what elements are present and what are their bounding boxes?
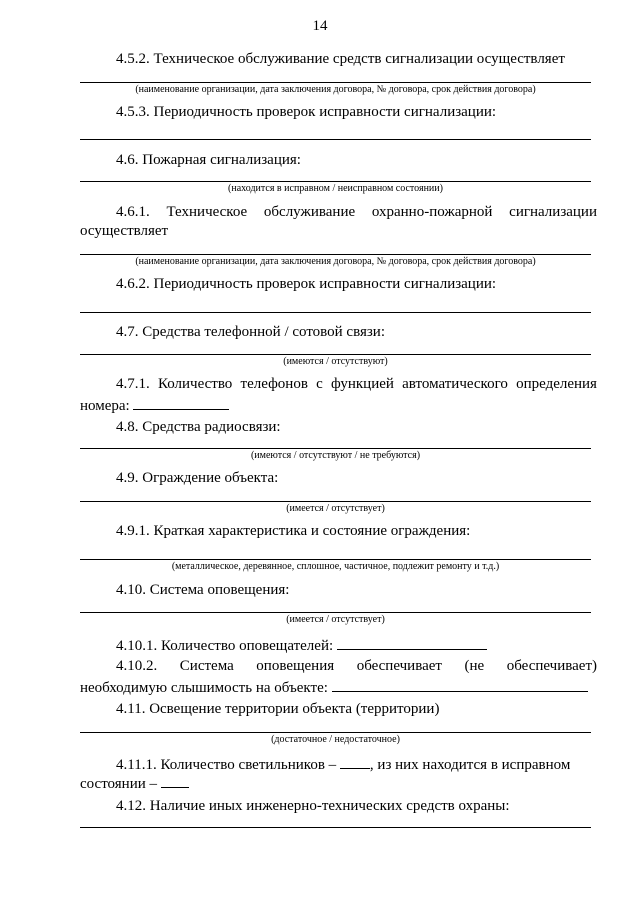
word: 4.6.1. [116, 204, 150, 220]
item-4-7-1-line2 [80, 394, 229, 415]
label: состоянии – [80, 776, 157, 792]
fill-line-4-7[interactable] [80, 354, 591, 355]
word: с [316, 376, 323, 392]
item-4-9: 4.9. Ограждение объекта: [116, 470, 279, 486]
caption-4-8: (имеются / отсутствуют / не требуются) [250, 450, 421, 461]
fill-line-4-6-2[interactable] [80, 312, 591, 313]
item-4-10-2-line2 [80, 676, 588, 697]
item-4-7: 4.7. Средства телефонной / сотовой связи: [116, 324, 385, 340]
item-4-10-2-line1 [116, 657, 597, 675]
fill-line-4-5-2[interactable] [80, 82, 591, 83]
word: обеспечивает) [506, 658, 597, 674]
word: 4.7.1. [116, 376, 150, 392]
caption-4-7: (имеются / отсутствуют) [283, 356, 388, 367]
item-4-10-1 [116, 634, 487, 655]
caption-4-6-1: (наименование организации, дата заключения договора, № договора, срок действия договора) [135, 256, 536, 267]
word: телефонов [240, 376, 308, 392]
item-4-12: 4.12. Наличие иных инженерно-технических средств охраны: [116, 798, 510, 814]
page-number: 14 [312, 18, 328, 34]
label: 4.10.1. Количество оповещателей: [116, 638, 334, 654]
word: сигнализации [509, 204, 597, 220]
label-part2: , из них находится в исправном [369, 757, 571, 773]
fill-line-4-10[interactable] [80, 612, 591, 613]
item-4-11: 4.11. Освещение территории объекта (территории) [116, 701, 440, 717]
fill-line-4-11[interactable] [80, 732, 591, 733]
item-4-6-1-line1 [116, 203, 597, 221]
fill-line-4-9-1[interactable] [80, 559, 591, 560]
lamp-count-blank[interactable] [340, 753, 370, 769]
fill-line-4-9[interactable] [80, 501, 591, 502]
label [116, 753, 570, 774]
caption-4-6: (находится в исправном / неисправном состоянии) [228, 183, 443, 194]
fill-line-4-12[interactable] [80, 827, 591, 828]
item-4-6: 4.6. Пожарная сигнализация: [116, 152, 301, 168]
label: необходимую слышимость на объекте: [80, 680, 328, 696]
audibility-blank[interactable] [332, 676, 588, 692]
fill-line-4-6-1[interactable] [80, 254, 591, 255]
word: Система [179, 658, 234, 674]
word: функцией [331, 376, 394, 392]
label-part1: 4.11.1. Количество светильников – [116, 757, 337, 773]
word: обеспечивает [356, 658, 442, 674]
word: 4.10.2. [116, 658, 158, 674]
fill-line-4-8[interactable] [80, 448, 591, 449]
caption-4-9-1: (металлическое, деревянное, сплошное, частичное, подлежит ремонту и т.д.) [171, 561, 500, 572]
item-4-11-1-line1 [116, 753, 597, 774]
working-lamps-blank[interactable] [161, 772, 189, 788]
word: автоматического [402, 376, 508, 392]
caption-4-9: (имеется / отсутствует) [286, 503, 385, 514]
word: обслуживание [263, 204, 356, 220]
item-4-6-1-line2: осуществляет [80, 223, 169, 239]
item-4-5-2: 4.5.2. Техническое обслуживание средств сигнализации осуществляет [116, 51, 565, 67]
caption-4-5-2: (наименование организации, дата заключения договора, № договора, срок действия договора) [135, 84, 536, 95]
caption-4-11: (достаточное / недостаточное) [271, 734, 400, 745]
item-4-9-1: 4.9.1. Краткая характеристика и состояние ограждения: [116, 523, 471, 539]
word: (не [464, 658, 485, 674]
item-4-8: 4.8. Средства радиосвязи: [116, 419, 281, 435]
fill-line-4-6[interactable] [80, 181, 591, 182]
phone-count-blank[interactable] [133, 394, 229, 410]
caption-4-10: (имеется / отсутствует) [286, 614, 385, 625]
notifier-count-blank[interactable] [337, 634, 487, 650]
word: Техническое [166, 204, 248, 220]
item-4-5-3: 4.5.3. Периодичность проверок исправности сигнализации: [116, 104, 497, 120]
word: определения [516, 376, 597, 392]
item-4-7-1-line1 [116, 375, 597, 393]
fill-line-4-5-3[interactable] [80, 139, 591, 140]
word: оповещения [256, 658, 335, 674]
item-4-6-2: 4.6.2. Периодичность проверок исправности сигнализации: [116, 276, 497, 292]
word: охранно-пожарной [371, 204, 493, 220]
word: Количество [157, 376, 233, 392]
item-4-11-1-line2 [80, 772, 189, 793]
label: номера: [80, 398, 130, 414]
item-4-10: 4.10. Система оповещения: [116, 582, 290, 598]
